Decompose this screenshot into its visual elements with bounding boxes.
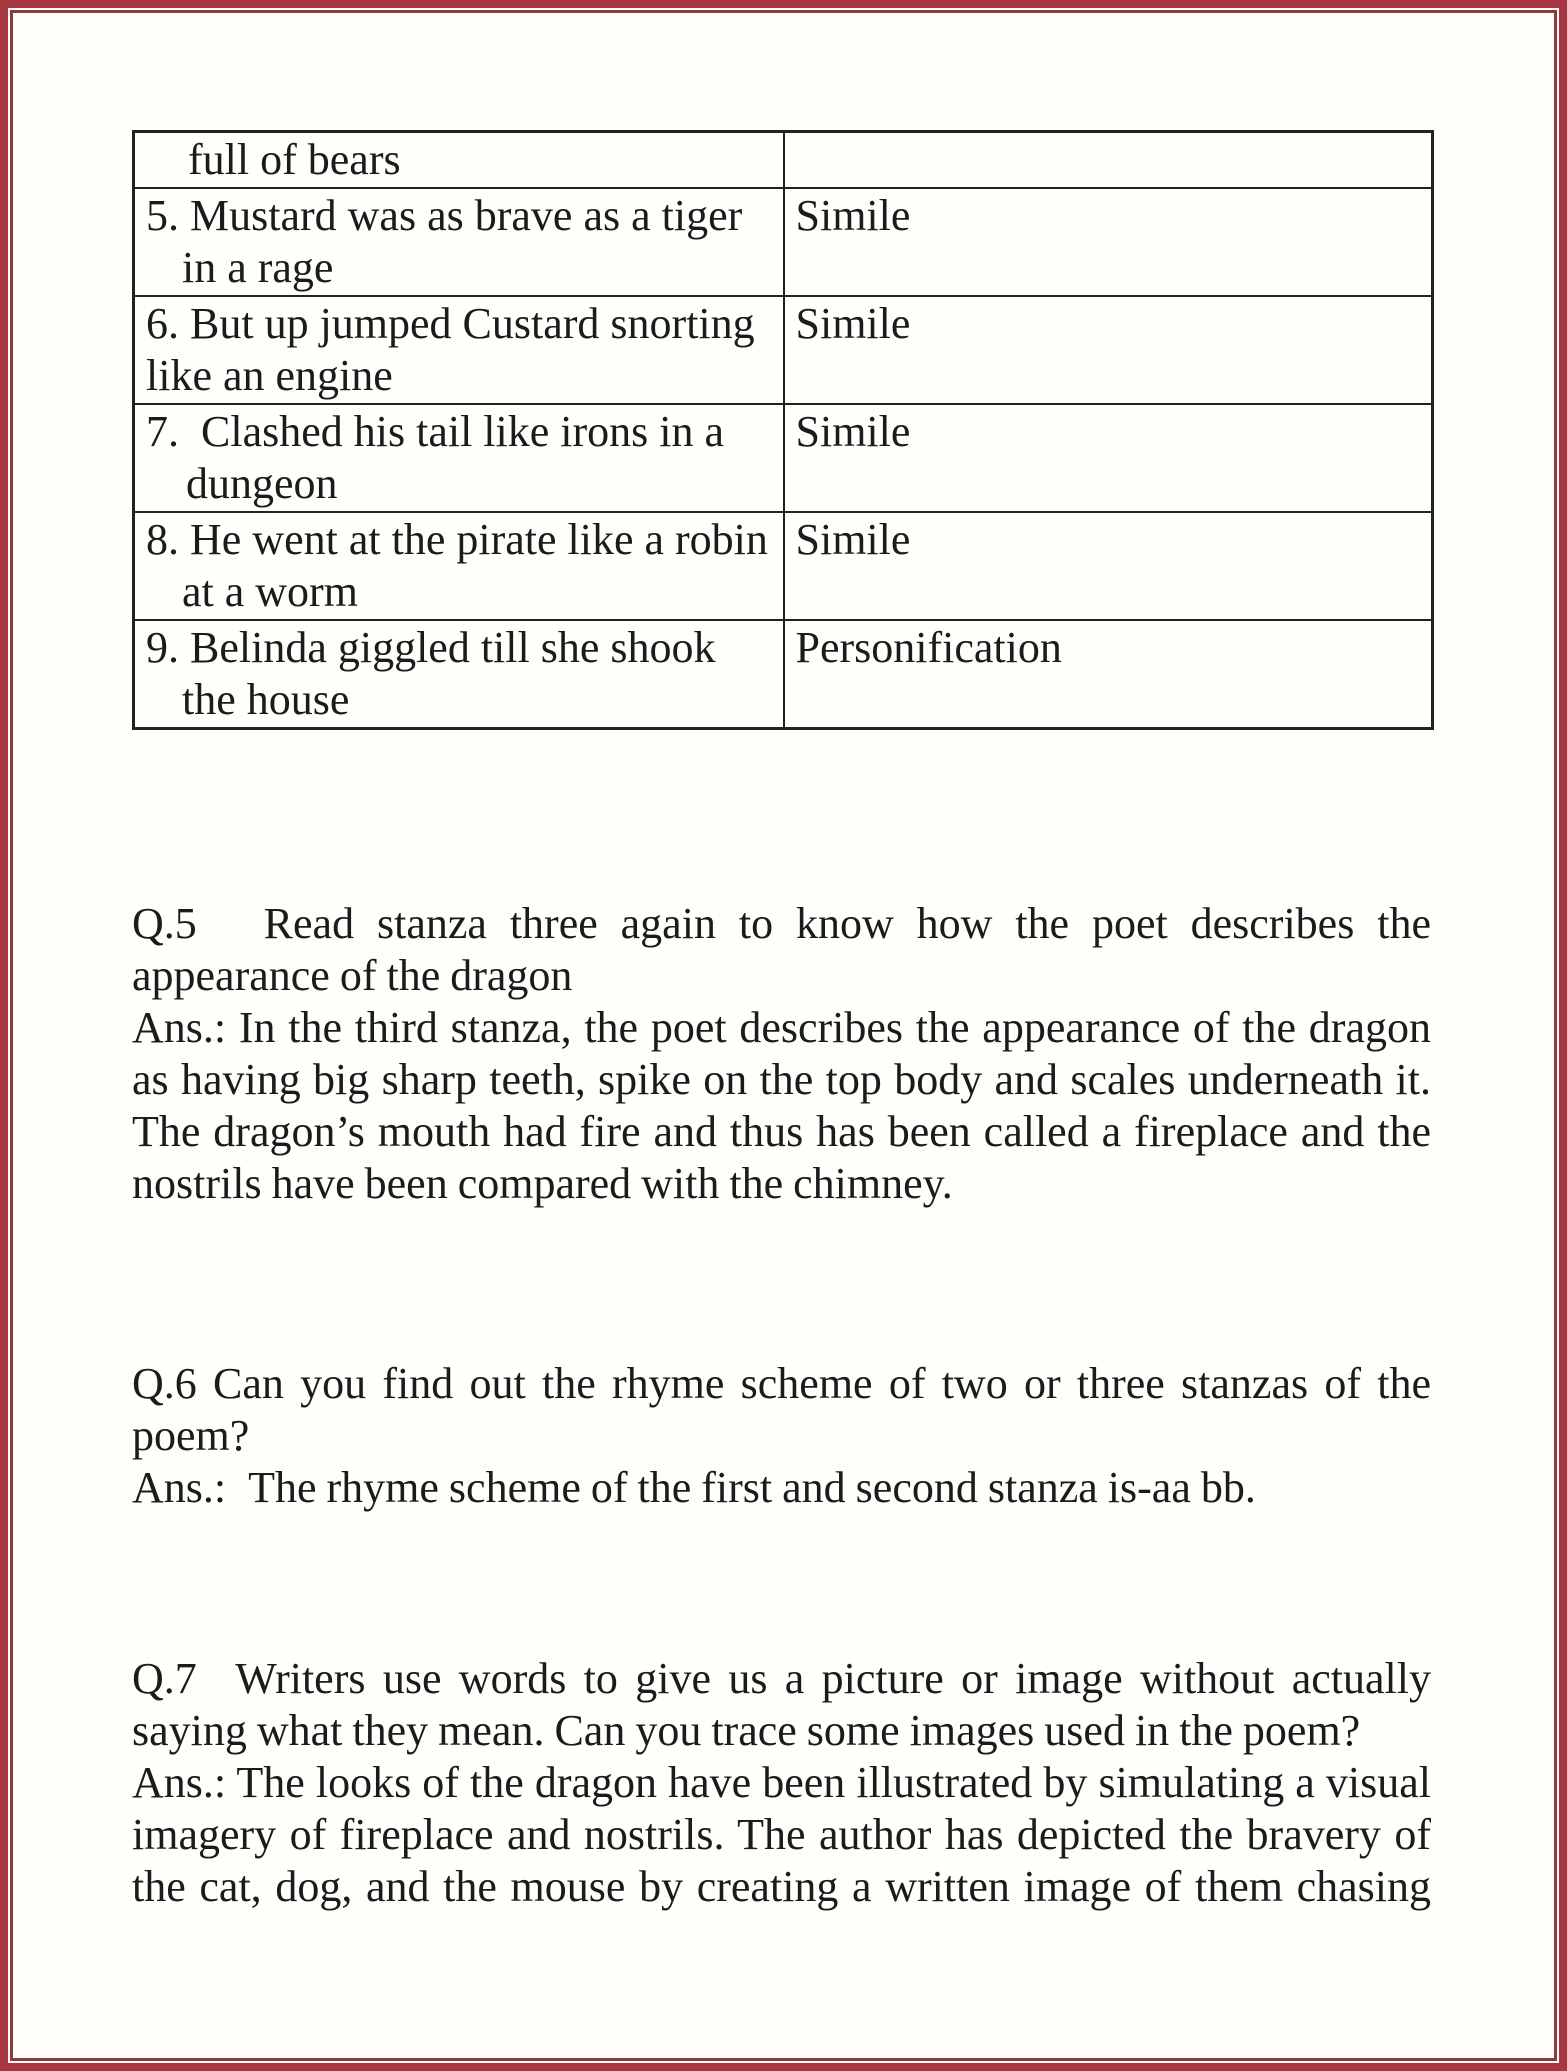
- quote-cell: [134, 620, 784, 729]
- q7-text-line: Q.7 Writers use words to give us a picture or image without actually: [132, 1654, 1431, 1703]
- q7-text-line: Ans.: The looks of the dragon have been illustrated by simulating a visual: [132, 1758, 1431, 1807]
- question-block-q7: [132, 1653, 1431, 1913]
- table-row: [134, 132, 1433, 189]
- quote-line: full of bears: [188, 135, 401, 184]
- figure-cell: Personification: [784, 620, 1433, 729]
- question-block-q5: [132, 898, 1431, 1210]
- q5-text-line: The dragon’s mouth had fire and thus has been called a fireplace and the: [132, 1107, 1431, 1156]
- q6-text-line: Ans.: The rhyme scheme of the first and second stanza is-aa bb.: [132, 1463, 1256, 1512]
- figure-cell: Simile: [784, 404, 1433, 512]
- quote-cell: [134, 132, 784, 189]
- quote-cell: [134, 512, 784, 620]
- q5-text-line: nostrils have been compared with the chimney.: [132, 1159, 953, 1208]
- table-row: [134, 512, 1433, 620]
- figures-table-body: [134, 132, 1433, 729]
- page-border-frame: [8, 8, 1559, 2063]
- figure-cell: [784, 132, 1433, 189]
- quote-line: 7. Clashed his tail like irons in a: [146, 407, 725, 456]
- quote-line: dungeon: [186, 459, 338, 508]
- table-row: [134, 620, 1433, 729]
- paper: [10, 10, 1557, 2061]
- figure-cell: Simile: [784, 512, 1433, 620]
- quote-line: at a worm: [182, 567, 358, 616]
- q5-text-line: as having big sharp teeth, spike on the top body and scales underneath it.: [132, 1055, 1431, 1104]
- table-row: [134, 188, 1433, 296]
- table-row: [134, 296, 1433, 404]
- quote-line: 5. Mustard was as brave as a tiger: [146, 191, 743, 240]
- figures-of-speech-table: [132, 130, 1434, 730]
- quote-line: 6. But up jumped Custard snorting: [146, 299, 755, 348]
- question-block-q6: [132, 1358, 1431, 1514]
- quote-line: the house: [182, 675, 350, 724]
- quote-line: like an engine: [146, 351, 393, 400]
- figure-cell: Simile: [784, 296, 1433, 404]
- q7-text-line: the cat, dog, and the mouse by creating a written image of them chasing: [132, 1862, 1431, 1911]
- q6-text-line: poem?: [132, 1411, 250, 1460]
- quote-cell: [134, 404, 784, 512]
- q5-text-line: Ans.: In the third stanza, the poet describes the appearance of the dragon: [132, 1003, 1431, 1052]
- q5-text-line: Q.5 Read stanza three again to know how the poet describes the: [132, 899, 1431, 948]
- quote-cell: [134, 296, 784, 404]
- q6-text-line: Q.6 Can you find out the rhyme scheme of two or three stanzas of the: [132, 1359, 1431, 1408]
- figure-cell: Simile: [784, 188, 1433, 296]
- q5-text-line: appearance of the dragon: [132, 951, 573, 1000]
- page-content: [13, 130, 1554, 1913]
- quote-line: in a rage: [182, 243, 334, 292]
- quote-line: 8. He went at the pirate like a robin: [146, 515, 768, 564]
- quote-line: 9. Belinda giggled till she shook: [146, 623, 716, 672]
- table-row: [134, 404, 1433, 512]
- q7-text-line: saying what they mean. Can you trace some images used in the poem?: [132, 1706, 1361, 1755]
- quote-cell: [134, 188, 784, 296]
- q7-text-line: imagery of fireplace and nostrils. The author has depicted the bravery of: [132, 1810, 1431, 1859]
